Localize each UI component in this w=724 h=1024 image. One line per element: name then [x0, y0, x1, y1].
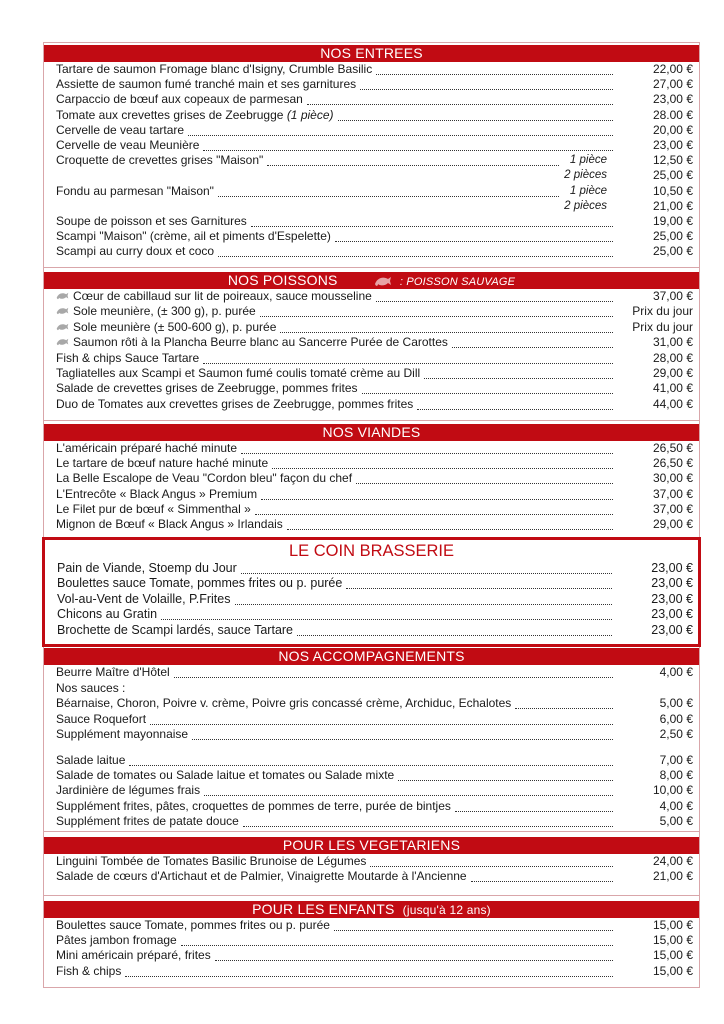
item-price: 4,00 € [659, 665, 693, 679]
item-name [56, 335, 448, 350]
item-price: 25,00 € [652, 229, 693, 244]
item-price: 29,00 € [652, 516, 693, 531]
item-name [56, 244, 214, 259]
dot-leader [338, 108, 614, 121]
item-name [56, 184, 214, 199]
item-name [56, 320, 276, 335]
item-label: Tagliatelles aux Scampi et Saumon fumé coulis tomaté crème au Dill [56, 365, 421, 380]
item-label: Sole meunière, (± 300 g), p. purée [73, 304, 256, 319]
section-vegetariens [44, 837, 699, 884]
menu-item [44, 320, 699, 335]
item-name [56, 918, 330, 933]
item-list [44, 918, 699, 979]
item-name [56, 487, 257, 502]
item-label: Duo de Tomates aux crevettes grises de Zeebrugge, pommes frites [56, 396, 414, 411]
item-label: Sole meunière (± 500-600 g), p. purée [73, 319, 277, 334]
item-note: (1 pièce) [286, 107, 334, 122]
section-header [44, 424, 699, 441]
item-label: Supplément frites de patate douce [56, 813, 239, 828]
fish-icon [56, 306, 69, 316]
item-name [56, 441, 237, 456]
fish-icon [56, 291, 69, 301]
section-title: NOS ENTREES [320, 45, 423, 61]
item-label: L'américain préparé haché minute [56, 441, 238, 455]
dot-leader [192, 727, 613, 740]
item-price: 25,00 € [652, 244, 693, 259]
item-label: Assiette de saumon fumé tranché main et ses garnitures [56, 77, 357, 92]
section-coin-brasserie [42, 537, 701, 647]
item-label: Le Filet pur de bœuf « Simmenthal » [56, 501, 251, 516]
menu-item [44, 381, 699, 396]
wild-fish-legend: : POISSON SAUVAGE [399, 276, 516, 288]
item-name [56, 92, 303, 107]
dot-leader [471, 869, 613, 882]
item-name [56, 304, 256, 319]
menu-item [45, 623, 698, 638]
item-name [56, 108, 334, 123]
item-price: 37,00 € [652, 501, 693, 516]
dot-leader [455, 799, 613, 812]
fish-icon [56, 322, 69, 332]
dot-leader [287, 517, 613, 530]
menu-item [44, 502, 699, 517]
item-label: Vol-au-Vent de Volaille, P.Frites [57, 591, 231, 606]
section-viandes [44, 424, 699, 532]
item-name [56, 366, 420, 381]
dot-leader [515, 696, 613, 709]
dot-leader [417, 397, 613, 410]
menu-item [44, 244, 699, 259]
item-name [56, 964, 121, 979]
menu-item [44, 108, 699, 123]
item-price: 5,00 € [659, 696, 693, 711]
item-price: 22,00 € [652, 62, 693, 76]
dot-leader [203, 138, 613, 151]
item-name [57, 607, 157, 622]
menu-item [44, 123, 699, 138]
dot-leader [243, 814, 613, 827]
section-enfants [44, 901, 699, 979]
item-name [56, 753, 125, 768]
section-header [44, 272, 699, 289]
dot-leader [150, 712, 613, 725]
dot-leader [218, 244, 613, 257]
item-name [56, 696, 511, 711]
menu-item [45, 607, 698, 622]
item-label: Sauce Roquefort [56, 711, 147, 726]
menu-item [44, 854, 699, 869]
section-accompagnements [44, 648, 699, 829]
menu-item [44, 918, 699, 933]
item-price: 4,00 € [659, 798, 693, 813]
item-name [56, 768, 394, 783]
item-price: 19,00 € [652, 213, 693, 228]
item-name [56, 456, 268, 471]
item-price: 37,00 € [652, 486, 693, 501]
item-label: Mini américain préparé, frites [56, 948, 211, 963]
menu-item [44, 351, 699, 366]
section-header [44, 45, 699, 62]
menu-item [44, 138, 699, 153]
item-name [56, 229, 331, 244]
dot-leader [181, 933, 613, 946]
item-name [56, 948, 211, 963]
item-label: Fish & chips Sauce Tartare [56, 350, 200, 365]
item-label: Carpaccio de bœuf aux copeaux de parmesan [56, 92, 303, 107]
menu-item [44, 933, 699, 948]
menu-item [44, 184, 699, 199]
menu-item [44, 77, 699, 92]
item-price: Prix du jour [632, 304, 693, 319]
dot-leader [452, 335, 613, 348]
dot-leader [272, 456, 613, 469]
menu-card [43, 42, 700, 988]
menu-item [44, 768, 699, 783]
fish-icon [374, 276, 392, 287]
item-name [56, 783, 200, 798]
menu-item [44, 456, 699, 471]
item-label: Salade laitue [56, 752, 126, 767]
dot-leader [215, 948, 613, 961]
menu-item [44, 964, 699, 979]
item-label: La Belle Escalope de Veau "Cordon bleu" façon du chef [56, 471, 353, 486]
item-price: 29,00 € [652, 365, 693, 380]
dot-leader [204, 783, 613, 796]
dot-leader [370, 854, 613, 867]
item-price: 26,50 € [652, 441, 693, 455]
menu-item [44, 304, 699, 319]
item-quantity: 2 pièces [564, 199, 607, 212]
item-price: 23,00 € [652, 137, 693, 152]
item-label: Linguini Tombée de Tomates Basilic Brunoise de Légumes [56, 854, 367, 868]
menu-item [44, 366, 699, 381]
item-label: Pain de Viande, Stoemp du Jour [57, 561, 237, 575]
menu-item [44, 168, 699, 183]
dot-leader [251, 214, 613, 227]
item-price: 28,00 € [652, 350, 693, 365]
item-price: 31,00 € [652, 335, 693, 350]
item-label: L'Entrecôte « Black Angus » Premium [56, 486, 258, 501]
divider [44, 420, 699, 421]
dot-leader [235, 592, 613, 605]
item-label: Béarnaise, Choron, Poivre v. crème, Poivre gris concassé crème, Archiduc, Echalotes [56, 696, 512, 711]
item-name [56, 502, 251, 517]
item-label: Mignon de Bœuf « Black Angus » Irlandais [56, 516, 283, 531]
dot-leader [261, 487, 613, 500]
item-label: Saumon rôti à la Plancha Beurre blanc au Sancerre Purée de Carottes [73, 335, 448, 350]
item-price: 23,00 € [651, 622, 693, 637]
item-label: Fish & chips [56, 963, 122, 978]
item-price: 21,00 € [652, 198, 693, 213]
item-label: Beurre Maître d'Hôtel [56, 665, 170, 679]
item-name [56, 814, 239, 829]
dot-leader [267, 153, 559, 166]
menu-item [45, 576, 698, 591]
item-label: Scampi au curry doux et coco [56, 244, 215, 259]
menu-item [44, 214, 699, 229]
item-list [44, 854, 699, 884]
item-price: 24,00 € [652, 854, 693, 868]
item-label: Soupe de poisson et ses Garnitures [56, 213, 247, 228]
dot-leader [241, 441, 613, 454]
menu-item [44, 335, 699, 350]
section-title: NOS ACCOMPAGNEMENTS [278, 648, 465, 664]
item-label: Cervelle de veau tartare [56, 122, 185, 137]
dot-leader [376, 62, 613, 75]
item-name [56, 77, 356, 92]
menu-item [44, 681, 699, 697]
menu-item [44, 727, 699, 743]
item-name [56, 214, 247, 229]
dot-leader [241, 561, 612, 574]
menu-item [45, 592, 698, 607]
dot-leader [260, 304, 613, 317]
dot-leader [125, 964, 613, 977]
item-name [56, 712, 146, 727]
menu-item [44, 92, 699, 107]
item-price: 21,00 € [652, 869, 693, 884]
item-price: 6,00 € [659, 711, 693, 726]
menu-item [44, 665, 699, 681]
item-price: 10,50 € [652, 183, 693, 198]
item-price: 27,00 € [652, 77, 693, 92]
item-name [57, 592, 231, 607]
dot-leader [376, 289, 613, 302]
item-label: Tartare de saumon Fromage blanc d'Isigny, Crumble Basilic [56, 62, 373, 76]
item-name [57, 576, 342, 591]
dot-leader [174, 665, 613, 678]
item-name [56, 665, 170, 680]
item-name [56, 289, 372, 304]
item-price: 5,00 € [659, 813, 693, 828]
dot-leader [346, 576, 612, 589]
section-title: POUR LES VEGETARIENS [282, 837, 461, 853]
dot-leader [362, 381, 614, 394]
dot-leader [334, 918, 613, 931]
dot-leader [335, 229, 613, 242]
dot-leader [398, 768, 613, 781]
menu-item [44, 948, 699, 963]
item-label: Brochette de Scampi lardés, sauce Tartare [57, 622, 294, 637]
item-name [56, 397, 413, 412]
item-label: Cervelle de veau Meunière [56, 137, 200, 152]
dot-leader [280, 320, 613, 333]
menu-item [44, 441, 699, 456]
item-price: 44,00 € [652, 396, 693, 411]
dot-leader [218, 184, 559, 197]
item-label: Supplément mayonnaise [56, 727, 189, 742]
fish-icon [56, 337, 69, 347]
item-label: Salade de tomates ou Salade laitue et tomates ou Salade mixte [56, 768, 395, 783]
menu-item [44, 153, 699, 168]
item-price: 15,00 € [652, 963, 693, 978]
item-label: Cœur de cabillaud sur lit de poireaux, sauce mousseline [73, 289, 372, 303]
dot-leader [424, 366, 613, 379]
section-title: LE COIN BRASSERIE [288, 542, 455, 560]
item-label: Le tartare de bœuf nature haché minute [56, 456, 269, 471]
menu-item [44, 783, 699, 798]
item-label: Scampi "Maison" (crème, ail et piments d'Espelette) [56, 229, 331, 244]
item-price: 12,50 € [652, 153, 693, 168]
section-title: NOS POISSONS [227, 272, 338, 288]
item-price: 15,00 € [652, 948, 693, 963]
item-label: Supplément frites, pâtes, croquettes de pommes de terre, purée de bintjes [56, 798, 451, 813]
item-name [56, 854, 366, 869]
menu-item [44, 289, 699, 304]
item-list [44, 665, 699, 743]
item-name [56, 869, 467, 884]
item-label: Boulettes sauce Tomate, pommes frites ou p. purée [56, 918, 330, 932]
item-list [44, 62, 699, 259]
item-price: 10,00 € [652, 783, 693, 798]
item-label: Fondu au parmesan "Maison" [56, 183, 214, 198]
item-list [45, 561, 698, 638]
section-header [44, 837, 699, 854]
item-price: 7,00 € [659, 752, 693, 767]
dot-leader [360, 77, 613, 90]
item-label: Jardinière de légumes frais [56, 783, 201, 798]
item-price: 2,50 € [659, 727, 693, 742]
menu-item [44, 199, 699, 214]
divider [44, 895, 699, 896]
item-label: Salade de crevettes grises de Zeebrugge, pommes frites [56, 381, 358, 396]
item-name [56, 517, 283, 532]
item-price: 23,00 € [651, 607, 693, 622]
dot-leader [188, 123, 613, 136]
dot-leader [161, 607, 612, 620]
item-name [56, 351, 199, 366]
section-title: NOS VIANDES [322, 424, 421, 440]
item-list [44, 441, 699, 532]
item-price: 23,00 € [651, 591, 693, 606]
item-price: 15,00 € [652, 918, 693, 932]
item-name [56, 799, 451, 814]
item-label: Pâtes jambon fromage [56, 933, 177, 948]
section-header [44, 648, 699, 665]
menu-item [44, 753, 699, 768]
item-price: 23,00 € [652, 92, 693, 107]
section-header [44, 901, 699, 918]
item-label: Nos sauces : [56, 680, 126, 695]
item-name [57, 561, 237, 576]
item-name [56, 471, 352, 486]
item-price: 23,00 € [651, 576, 693, 591]
item-name [56, 123, 184, 138]
dot-leader [129, 753, 613, 766]
item-price: Prix du jour [632, 319, 693, 334]
menu-item [44, 712, 699, 728]
divider [44, 267, 699, 268]
item-price: 41,00 € [652, 381, 693, 396]
dot-leader [307, 92, 613, 105]
item-price: 8,00 € [659, 768, 693, 783]
item-quantity: 1 pièce [569, 184, 607, 197]
item-price: 25,00 € [652, 168, 693, 183]
dot-leader [297, 623, 612, 636]
item-quantity: 1 pièce [569, 154, 607, 167]
dot-leader [203, 351, 613, 364]
section-entrees [44, 45, 699, 259]
item-name [56, 153, 263, 168]
item-label: Croquette de crevettes grises "Maison" [56, 153, 264, 168]
menu-item [44, 487, 699, 502]
item-price: 23,00 € [651, 561, 693, 575]
section-subtitle: (jusqu'à 12 ans) [402, 903, 491, 917]
item-quantity: 2 pièces [564, 169, 607, 182]
item-name [56, 62, 372, 77]
menu-item [44, 62, 699, 77]
item-label: Tomate aux crevettes grises de Zeebrugge [56, 107, 284, 122]
dot-leader [356, 471, 613, 484]
section-poissons [44, 272, 699, 412]
item-label: Chicons au Gratin [57, 607, 158, 622]
menu-item [45, 561, 698, 576]
divider [44, 831, 699, 832]
item-price: 26,50 € [652, 456, 693, 471]
item-name [57, 623, 293, 638]
menu-item [44, 869, 699, 884]
item-name [56, 933, 177, 948]
item-name [56, 138, 199, 153]
section-title: POUR LES ENFANTS [252, 901, 395, 917]
item-price: 28.00 € [652, 107, 693, 122]
menu-item [44, 397, 699, 412]
item-label: Salade de cœurs d'Artichaut et de Palmier, Vinaigrette Moutarde à l'Ancienne [56, 869, 467, 884]
menu-item [44, 799, 699, 814]
item-price: 30,00 € [652, 471, 693, 486]
item-name [56, 381, 358, 396]
item-name [56, 727, 188, 742]
item-list [44, 289, 699, 412]
menu-item [44, 814, 699, 829]
menu-item [44, 229, 699, 244]
item-price: 37,00 € [652, 289, 693, 303]
item-label: Boulettes sauce Tomate, pommes frites ou p. purée [57, 576, 343, 591]
item-price: 20,00 € [652, 122, 693, 137]
menu-item [44, 696, 699, 712]
item-list [44, 753, 699, 829]
dot-leader [255, 502, 613, 515]
subheading [56, 681, 125, 696]
item-price: 15,00 € [652, 933, 693, 948]
menu-item [44, 517, 699, 532]
menu-item [44, 471, 699, 486]
